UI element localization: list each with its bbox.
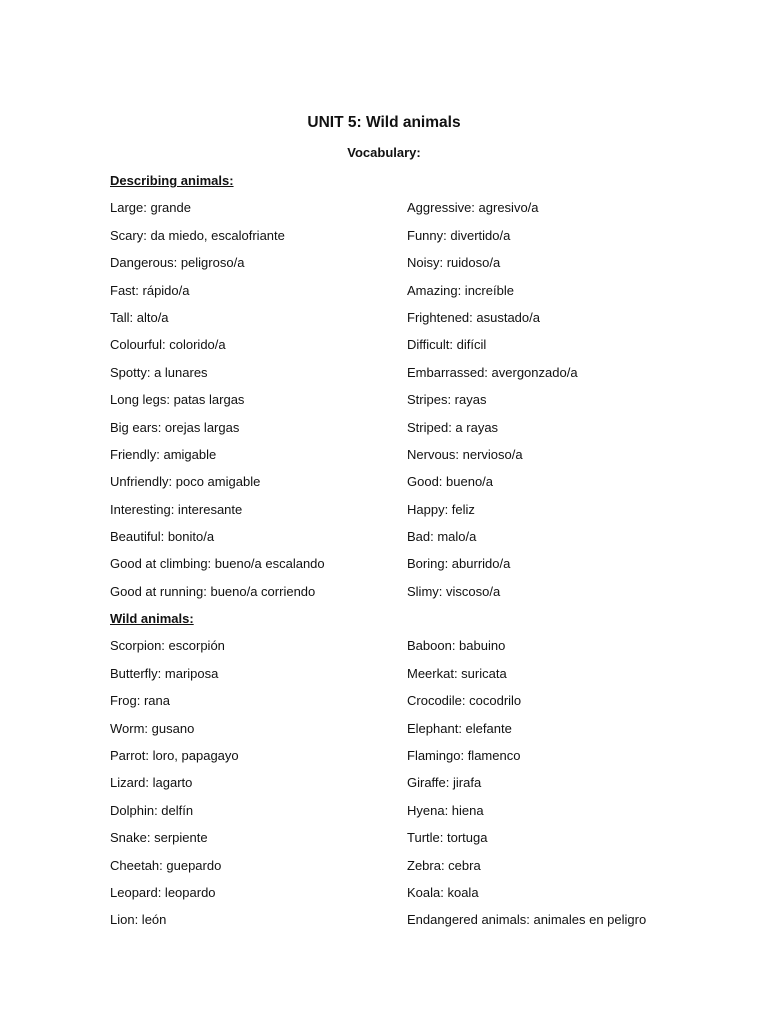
vocab-item: Good at running: bueno/a corriendo [110,583,316,599]
vocab-item: Bad: malo/a [407,529,477,545]
vocab-item: Worm: gusano [110,720,195,736]
vocab-item: Unfriendly: poco amigable [110,474,261,490]
vocab-item: Nervous: nervioso/a [407,446,523,462]
vocab-item: Elephant: elefante [407,720,512,736]
vocab-item: Embarrassed: avergonzado/a [407,364,578,380]
section-heading-describing-animals: Describing animals: [110,173,234,188]
vocab-item: Flamingo: flamenco [407,747,521,763]
wild-animals-section [110,610,730,939]
vocab-item: Amazing: increíble [407,282,514,298]
vocab-item: Frog: rana [110,693,170,709]
vocab-item: Difficult: difícil [407,337,487,353]
vocab-item: Turtle: tortuga [407,830,488,846]
vocab-item: Aggressive: agresivo/a [407,200,539,216]
vocab-item: Dolphin: delfín [110,802,194,818]
page-title: UNIT 5: Wild animals [307,114,461,131]
vocab-item: Scorpion: escorpión [110,638,225,654]
vocab-item: Large: grande [110,200,191,216]
vocab-item: Zebra: cebra [407,857,481,873]
vocab-item: Good: bueno/a [407,474,494,490]
vocab-item: Endangered animals: animales en peligro [407,912,647,928]
vocab-item: Crocodile: cocodrilo [407,693,522,709]
page-subtitle: Vocabulary: [347,145,421,160]
vocab-item: Noisy: ruidoso/a [407,255,501,271]
vocab-item: Fast: rápido/a [110,282,190,298]
vocab-item: Koala: koala [407,884,479,900]
vocab-item: Baboon: babuino [407,638,506,654]
vocab-item: Parrot: loro, papagayo [110,747,239,763]
section-heading-wild-animals: Wild animals: [110,611,194,626]
vocab-item: Funny: divertido/a [407,227,511,243]
vocab-item: Cheetah: guepardo [110,857,222,873]
vocab-item: Beautiful: bonito/a [110,529,215,545]
vocab-item: Lizard: lagarto [110,775,193,791]
vocab-item: Hyena: hiena [407,802,484,818]
vocab-item: Leopard: leopardo [110,884,216,900]
vocab-item: Happy: feliz [407,501,475,517]
vocab-item: Friendly: amigable [110,446,217,462]
vocab-item: Tall: alto/a [110,309,169,325]
vocab-item: Striped: a rayas [407,419,499,435]
vocab-item: Interesting: interesante [110,501,243,517]
vocab-item: Good at climbing: bueno/a escalando [110,556,325,572]
vocab-item: Scary: da miedo, escalofriante [110,227,285,243]
vocab-item: Snake: serpiente [110,830,208,846]
describing-animals-section [110,172,730,610]
vocab-item: Giraffe: jirafa [407,775,482,791]
vocab-item: Long legs: patas largas [110,392,245,408]
vocab-item: Meerkat: suricata [407,665,507,681]
vocab-item: Boring: aburrido/a [407,556,511,572]
describing-animals-grid [110,199,730,610]
vocab-item: Spotty: a lunares [110,364,208,380]
vocab-item: Butterfly: mariposa [110,665,219,681]
vocab-item: Frightened: asustado/a [407,309,540,325]
vocab-item: Dangerous: peligroso/a [110,255,245,271]
wild-animals-grid [110,637,730,938]
vocab-item: Stripes: rayas [407,392,487,408]
vocab-item: Colourful: colorido/a [110,337,226,353]
vocab-item: Slimy: viscoso/a [407,583,501,599]
vocab-item: Lion: león [110,912,167,928]
vocab-item: Big ears: orejas largas [110,419,240,435]
